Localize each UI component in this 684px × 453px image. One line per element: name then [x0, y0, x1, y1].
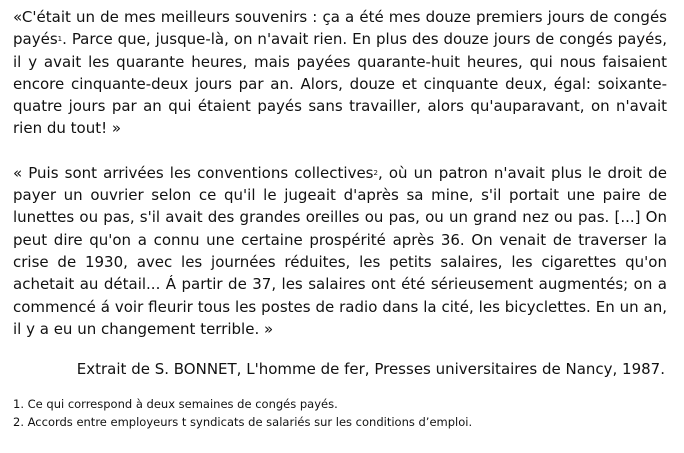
quote-2-text-start: « Puis sont arrivées les conventions collectives [13, 163, 374, 182]
document-body [13, 6, 667, 431]
source-citation: Extrait de S. BONNET, L'homme de fer, Presses universitaires de Nancy, 1987. [76, 360, 665, 379]
quote-paragraph-2 [13, 162, 667, 340]
footnote-2: 2. Accords entre employeurs t syndicats de salariés sur les conditions d’emploi. [13, 415, 473, 430]
quote-1-text-start: «C'était un de mes meilleurs souvenirs : ça a été mes douze premiers jours de congés payés [13, 8, 667, 49]
quote-1-text-end: . Parce que, jusque-là, on n'avait rien. En plus des douze jours de congés payés, il y avait les quarante heures, mais payées quarante-huit heures, qui nous faisaient encore cinquante-deux jours par an. Alors, douze et cinquante deux, égal: soixante-quatre jours par an qui étaient payés sans travailler, alors qu'auparavant, on n'avait rien du tout! » [13, 30, 667, 138]
footnote-1: 1. Ce qui correspond à deux semaines de congés payés. [13, 397, 338, 412]
footnote-ref-1: 1 [57, 35, 63, 44]
footnotes [13, 395, 667, 431]
footnote-ref-2: 2 [373, 168, 378, 177]
quote-2-text-end: , où un patron n'avait plus le droit de payer un ouvrier selon ce qu'il le jugeait d'après sa mine, s'il portait une paire de lunettes ou pas, s'il avait des grandes oreilles ou pas, ou un grand nez ou pas. [...] On peut dire qu'on a connu une certaine prospérité après 36. On venait de traverser la crise de 1930, avec les journées réduites, les petits salaires, les cigarettes qu'on achetait au détail... Á partir de 37, les salaires ont été sérieusement augmentés; on a commencé á voir fleurir tous les postes de radio dans la cité, les bicyclettes. En un an, il y a eu un changement terrible. » [13, 163, 667, 338]
quote-paragraph-1 [13, 6, 667, 140]
